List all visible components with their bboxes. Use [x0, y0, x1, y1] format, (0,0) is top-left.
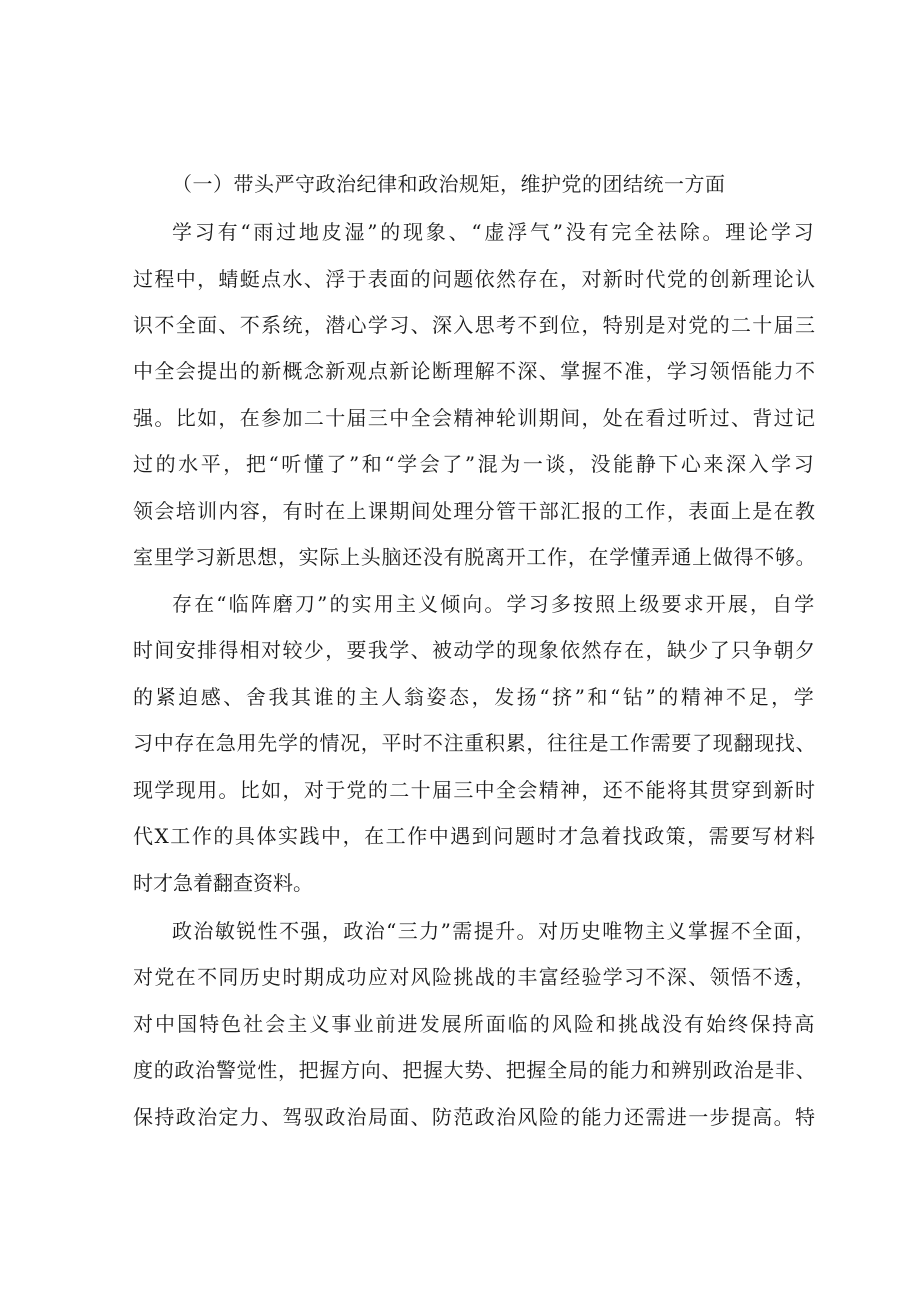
- paragraph-1-line-2: 过程中，蜻蜓点水、浮于表面的问题依然存在，对新时代党的创新理论认: [133, 267, 817, 291]
- section-heading: （一）带头严守政治纪律和政治规矩，维护党的团结统一方面: [172, 172, 726, 196]
- paragraph-2-line-6: 代X工作的具体实践中，在工作中遇到问题时才急着找政策，需要写材料: [133, 824, 817, 848]
- paragraph-2-line-4: 习中存在急用先学的情况，平时不注重积累，往往是工作需要了现翻现找、: [133, 731, 817, 755]
- paragraph-3-line-1: 政治敏锐性不强，政治“三力”需提升。对历史唯物主义掌握不全面，: [172, 919, 817, 943]
- paragraph-3-line-5: 保持政治定力、驾驭政治局面、防范政治风险的能力还需进一步提高。特: [133, 1105, 817, 1129]
- paragraph-1-line-3: 识不全面、不系统，潜心学习、深入思考不到位，特别是对党的二十届三: [133, 313, 817, 337]
- paragraph-1-line-8: 室里学习新思想，实际上头脑还没有脱离开工作，在学懂弄通上做得不够。: [133, 545, 817, 569]
- paragraph-3-line-4: 度的政治警觉性，把握方向、把握大势、把握全局的能力和辨别政治是非、: [133, 1058, 817, 1082]
- paragraph-3-line-2: 对党在不同历史时期成功应对风险挑战的丰富经验学习不深、领悟不透，: [133, 965, 817, 989]
- paragraph-1-line-7: 领会培训内容，有时在上课期间处理分管干部汇报的工作，表面上是在教: [133, 499, 817, 523]
- paragraph-1-line-6: 过的水平，把“听懂了”和“学会了”混为一谈，没能静下心来深入学习: [133, 452, 817, 476]
- paragraph-3-line-3: 对中国特色社会主义事业前进发展所面临的风险和挑战没有始终保持高: [133, 1012, 817, 1036]
- paragraph-1-line-5: 强。比如，在参加二十届三中全会精神轮训期间，处在看过听过、背过记: [133, 406, 817, 430]
- paragraph-1-line-4: 中全会提出的新概念新观点新论断理解不深、掌握不准，学习领悟能力不: [133, 359, 817, 383]
- paragraph-1-line-1: 学习有“雨过地皮湿”的现象、“虚浮气”没有完全祛除。理论学习: [172, 220, 817, 244]
- paragraph-2-line-5: 现学现用。比如，对于党的二十届三中全会精神，还不能将其贯穿到新时: [133, 778, 817, 802]
- paragraph-2-line-7: 时才急着翻查资料。: [133, 871, 313, 895]
- paragraph-2-line-1: 存在“临阵磨刀”的实用主义倾向。学习多按照上级要求开展，自学: [172, 592, 817, 616]
- paragraph-2-line-3: 的紧迫感、舍我其谁的主人翁姿态，发扬“挤”和“钻”的精神不足，学: [133, 685, 817, 709]
- paragraph-2-line-2: 时间安排得相对较少，要我学、被动学的现象依然存在，缺少了只争朝夕: [133, 638, 817, 662]
